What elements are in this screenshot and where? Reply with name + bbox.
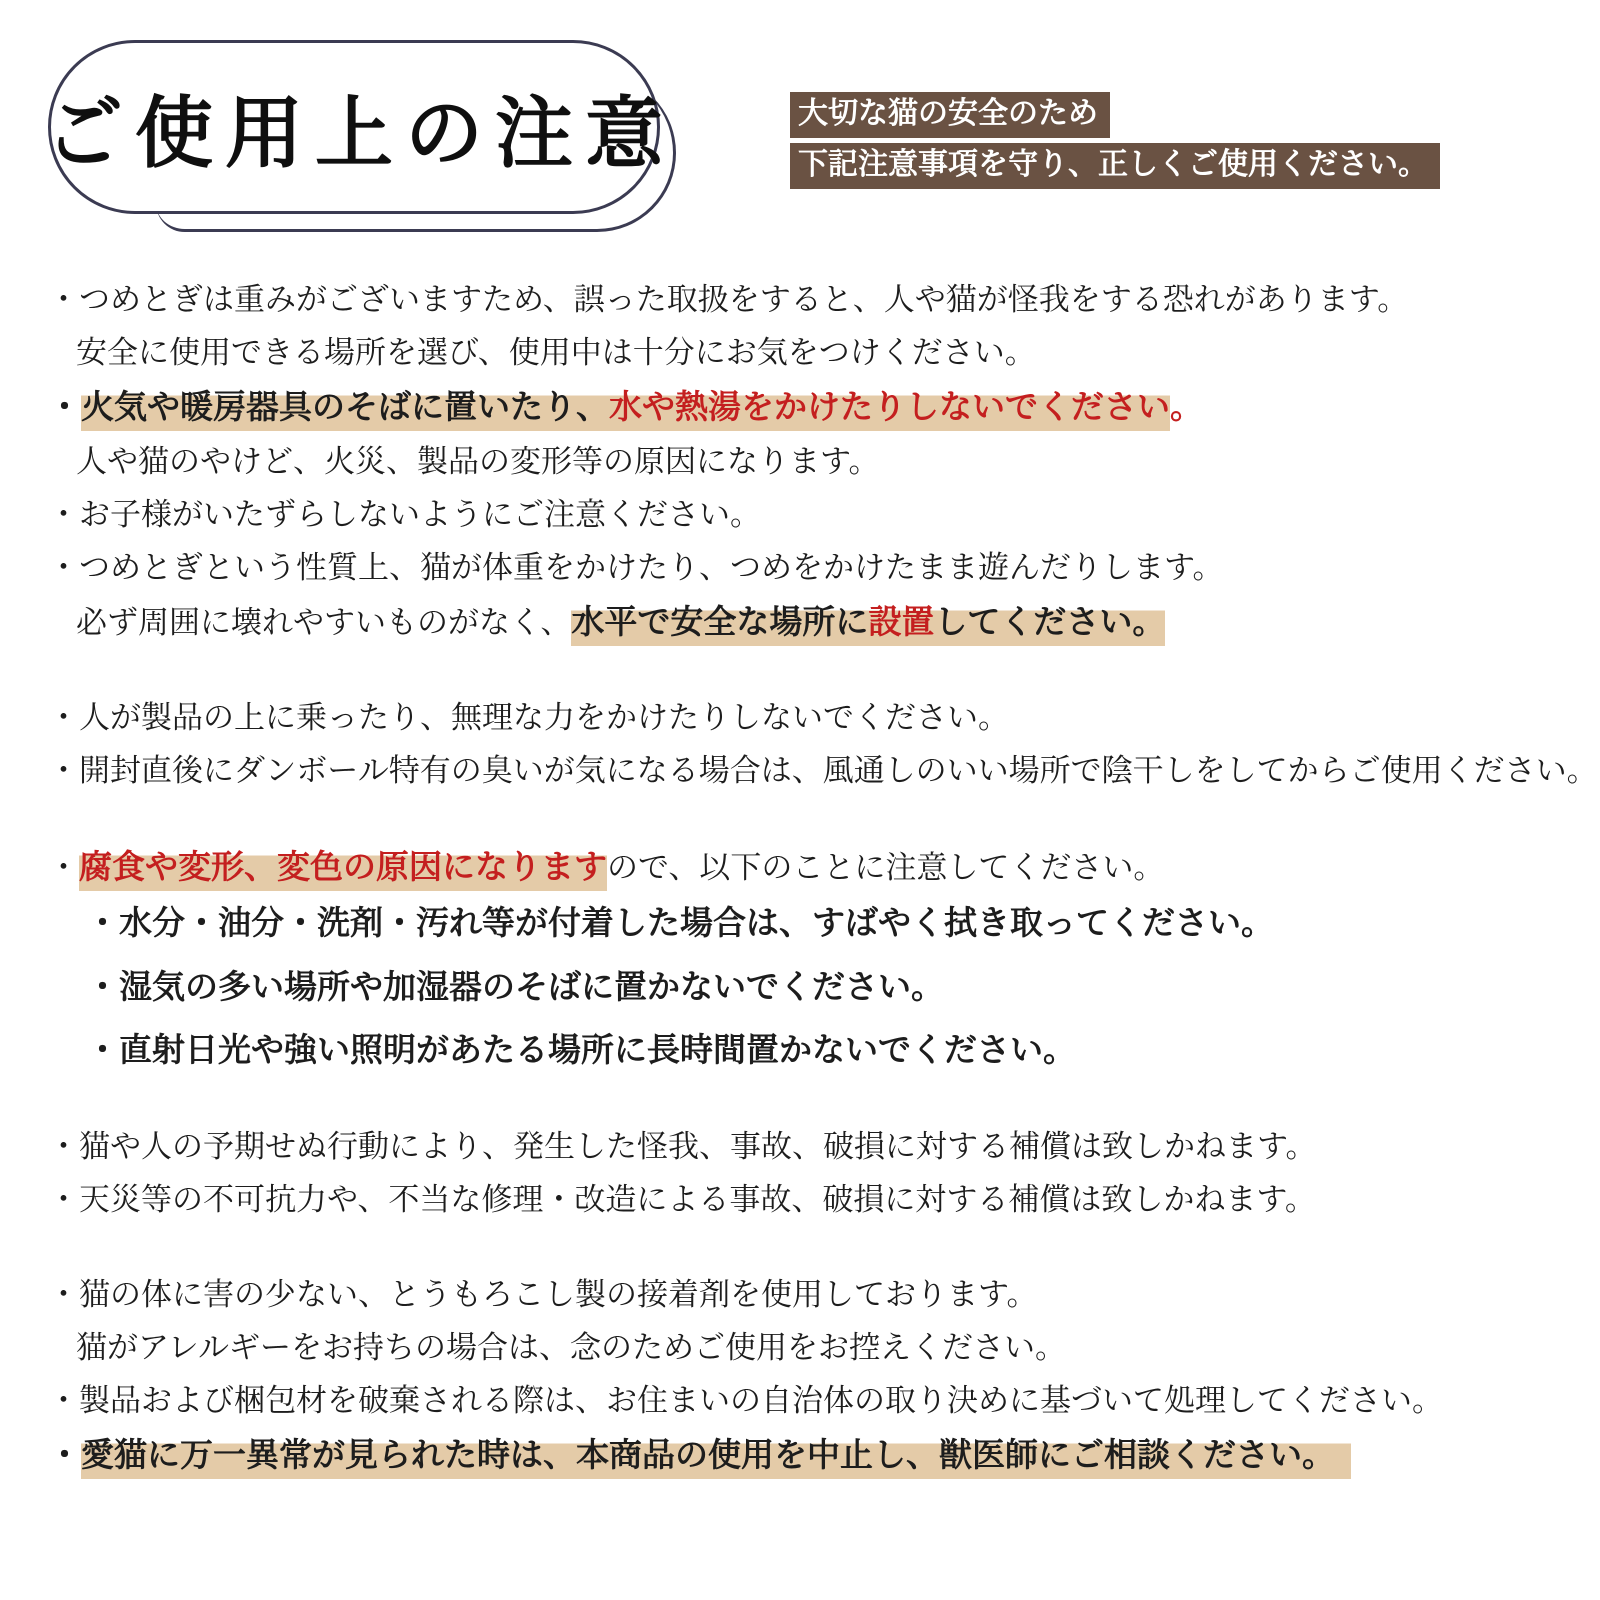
notice-line-no-standing xyxy=(48,698,1570,737)
text-segment: ・湿気の多い場所や加湿器のそばに置かないでください。 xyxy=(86,967,944,1005)
notice-line-scratcher-nature xyxy=(48,548,1570,587)
text-segment: ・つめとぎという性質上、猫が体重をかけたり、つめをかけたまま遊んだりします。 xyxy=(48,549,1224,585)
notice-line-corn-glue xyxy=(48,1275,1570,1314)
text-segment: ・お子様がいたずらしないようにご注意ください。 xyxy=(48,496,761,532)
text-segment-red-highlight: 水や熱湯をかけたりしないでください xyxy=(609,388,1170,431)
text-segment-red-highlight: 腐食や変形、変色の原因になります xyxy=(79,848,607,891)
title-badge xyxy=(45,40,676,232)
page-title: ご使用上の注意 xyxy=(45,89,676,177)
text-segment: ・天災等の不可抗力や、不当な修理・改造による事故、破損に対する補償は致しかねます。 xyxy=(48,1181,1316,1217)
notice-line-corrosion xyxy=(48,846,1570,888)
safety-note-line2: 下記注意事項を守り、正しくご使用ください。 xyxy=(790,143,1440,189)
text-segment: 安全に使用できる場所を選び、使用中は十分にお気をつけください。 xyxy=(76,335,1036,371)
notice-line-children xyxy=(48,495,1570,534)
notice-line-no-compensation-disaster xyxy=(48,1180,1570,1219)
text-segment: ・猫の体に害の少ない、とうもろこし製の接着剤を使用しております。 xyxy=(48,1276,1038,1312)
text-segment-highlight: 水平で安全な場所に xyxy=(571,603,868,646)
text-segment: 必ず周囲に壊れやすいものがなく、 xyxy=(76,604,572,640)
text-segment-highlight: 火気や暖房器具のそばに置いたり、 xyxy=(81,388,609,431)
page-header xyxy=(0,0,1600,272)
text-segment-red-highlight: 設置 xyxy=(868,603,934,646)
notice-subline-sunlight xyxy=(48,1029,1570,1071)
text-segment: ・ xyxy=(48,388,81,426)
title-badge-outline xyxy=(45,40,676,214)
text-segment: ・ xyxy=(48,850,79,886)
notice-line-allergy xyxy=(48,1328,1570,1367)
text-segment: 人や猫のやけど、火災、製品の変形等の原因になります。 xyxy=(76,443,880,479)
notice-line-weight xyxy=(48,280,1570,319)
text-segment: ので、以下のことに注意してください。 xyxy=(607,850,1165,886)
notice-line-no-compensation-behavior xyxy=(48,1127,1570,1166)
notice-line-placement xyxy=(48,601,1570,643)
text-segment-highlight: 愛猫に万一異常が見られた時は、本商品の使用を中止し、獣医師にご相談ください。 xyxy=(81,1436,1351,1479)
notice-line-disposal xyxy=(48,1381,1570,1420)
notice-line-weight-cont xyxy=(48,333,1570,372)
text-segment-highlight: してください。 xyxy=(934,603,1165,646)
notice-subline-wipe xyxy=(48,902,1570,944)
text-segment: ・ xyxy=(48,1436,81,1474)
text-segment: ・人が製品の上に乗ったり、無理な力をかけたりしないでください。 xyxy=(48,700,1009,736)
notice-list xyxy=(0,272,1600,1476)
text-segment: ・水分・油分・洗剤・汚れ等が付着した場合は、すばやく拭き取ってください。 xyxy=(86,904,1274,942)
notice-line-cardboard-smell xyxy=(48,751,1598,790)
text-segment-red: 。 xyxy=(1170,388,1203,426)
notice-line-fire-water-cont xyxy=(48,442,1570,481)
notice-subline-humidity xyxy=(48,966,1570,1008)
safety-note-line1: 大切な猫の安全のため xyxy=(790,92,1110,138)
text-segment: ・つめとぎは重みがございますため、誤った取扱をすると、人や猫が怪我をする恐れがあります。 xyxy=(48,282,1409,317)
text-segment: ・猫や人の予期せぬ行動により、発生した怪我、事故、破損に対する補償は致しかねます。 xyxy=(48,1128,1317,1164)
text-segment: ・製品および梱包材を破棄される際は、お住まいの自治体の取り決めに基づいて処理してください。 xyxy=(48,1382,1443,1418)
notice-line-fire-water xyxy=(48,386,1570,428)
notice-line-vet xyxy=(48,1434,1570,1476)
text-segment: ・開封直後にダンボール特有の臭いが気になる場合は、風通しのいい場所で陰干しをしてからご使用ください。 xyxy=(48,753,1598,789)
text-segment: 猫がアレルギーをお持ちの場合は、念のためご使用をお控えください。 xyxy=(76,1329,1066,1365)
text-segment: ・直射日光や強い照明があたる場所に長時間置かないでください。 xyxy=(86,1031,1076,1069)
